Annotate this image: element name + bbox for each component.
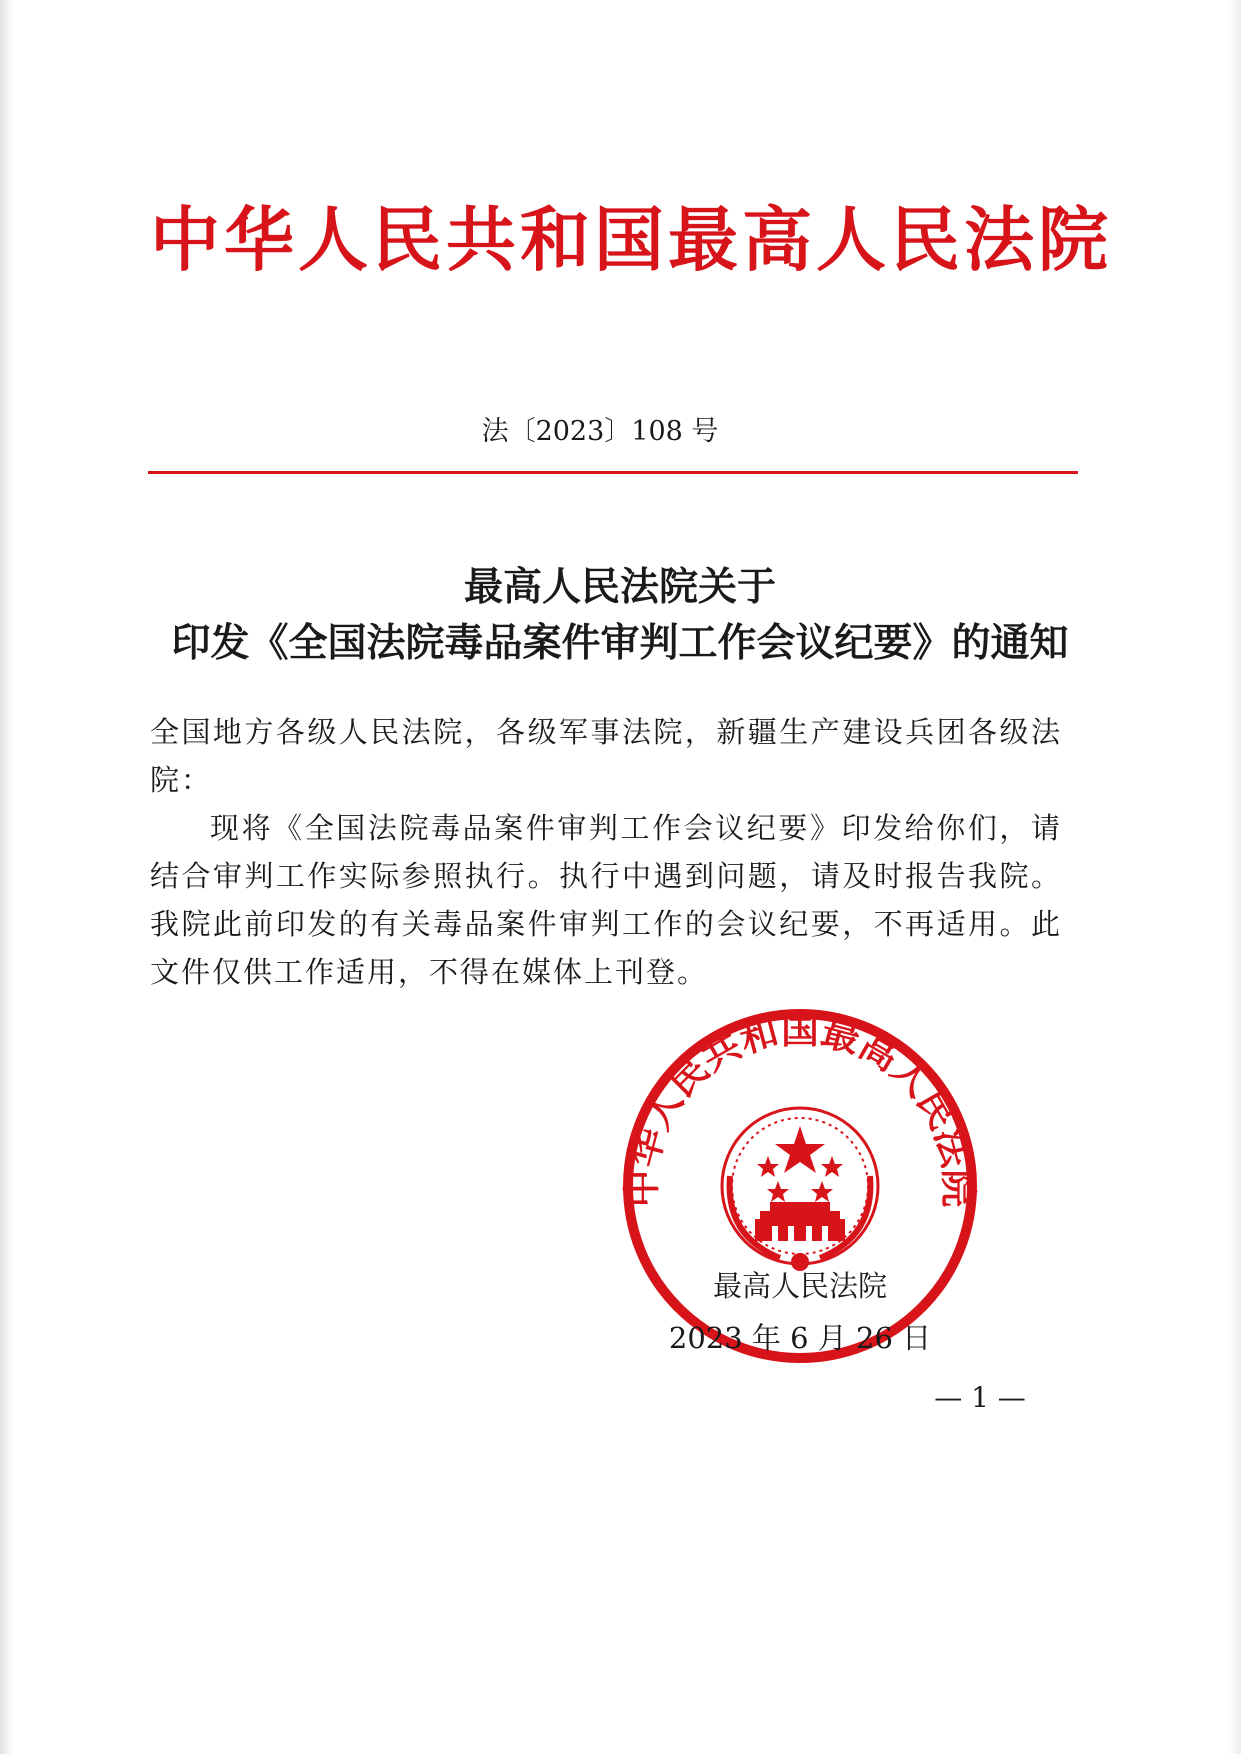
page-number: — 1 — [934, 1381, 1026, 1414]
notice-title-line-2: 印发《全国法院毒品案件审判工作会议纪要》的通知 [171, 621, 1069, 666]
document-number: 法〔2023〕108 号 [481, 416, 719, 447]
seal-ring-text: 中华人民共和国最高人民法院 [620, 1007, 980, 1208]
addressee-line: 全国地方各级人民法院，各级军事法院，新疆生产建设兵团各级法院： [150, 715, 1062, 797]
issuer-header-title: 中华人民共和国最高人民法院 [150, 198, 1112, 281]
scan-right-edge [1229, 0, 1241, 1754]
notice-body [150, 708, 1062, 996]
national-emblem-icon [722, 1108, 878, 1271]
signature-issuer: 最高人民法院 [712, 1269, 887, 1303]
body-paragraph: 现将《全国法院毒品案件审判工作会议纪要》印发给你们，请结合审判工作实际参照执行。执行中遇到问题，请及时报告我院。我院此前印发的有关毒品案件审判工作的会议纪要，不再适用。此文件仅供工作适用，不得在媒体上刊登。 [150, 811, 1062, 989]
scan-left-edge [0, 0, 14, 1754]
signature-date: 2023 年 6 月 26 日 [668, 1321, 932, 1355]
notice-title-line-1: 最高人民法院关于 [463, 565, 776, 610]
red-divider-rule [148, 471, 1078, 474]
signature-block [640, 1260, 960, 1364]
notice-title [130, 560, 1110, 672]
